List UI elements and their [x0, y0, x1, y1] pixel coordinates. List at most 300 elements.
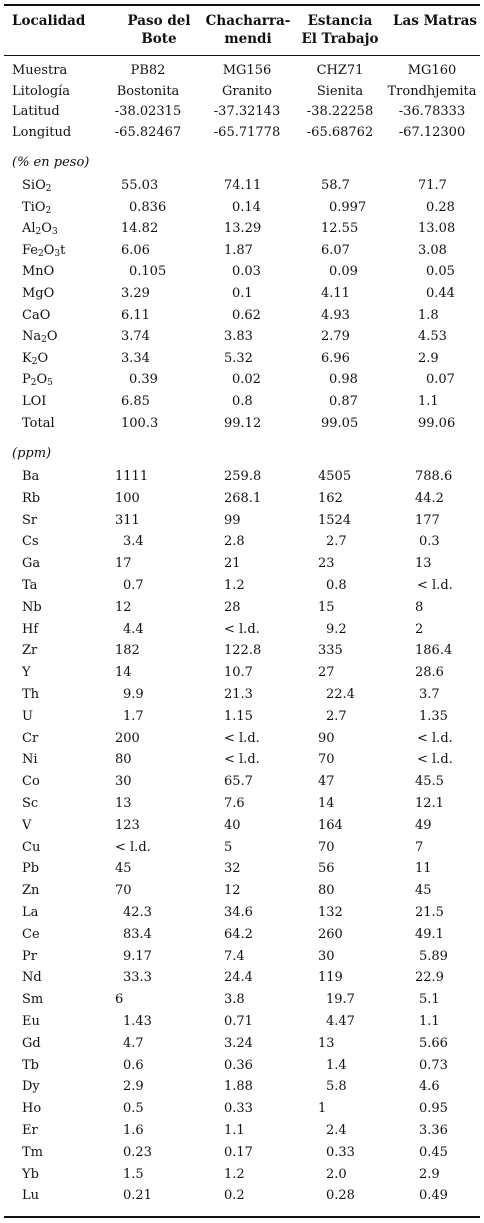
cell-4: < l.d.	[417, 752, 453, 768]
cell-4: 44.2	[415, 490, 444, 506]
header-las-matras: Las Matras	[393, 13, 477, 29]
table-row-total	[0, 413, 484, 435]
row-label: Ce	[22, 926, 40, 942]
cell-2: 12	[224, 883, 241, 899]
cell-4: 13	[415, 556, 432, 572]
cell-3: 27	[318, 665, 335, 681]
row-label: Pb	[22, 861, 40, 877]
cell-1: 14.82	[121, 221, 159, 237]
cell-2: 0.02	[232, 372, 261, 388]
section-label-major: (% en peso)	[12, 155, 90, 170]
cell-2: < l.d.	[224, 621, 260, 637]
cell-1: < l.d.	[115, 839, 151, 855]
cell-1: 4.7	[123, 1035, 144, 1051]
cell-4: 1.1	[419, 1014, 440, 1029]
table-row-cr	[0, 728, 484, 750]
cell-4: -36.78333	[398, 104, 466, 119]
header-localidad: Localidad	[12, 13, 86, 29]
cell-4: 2	[415, 621, 424, 637]
row-label: Ni	[22, 752, 38, 768]
cell-3: 15	[318, 599, 335, 615]
cell-4: 71.7	[418, 178, 447, 193]
cell-1: 3.34	[121, 350, 150, 366]
cell-3: 2.7	[326, 534, 347, 550]
table-row-er	[0, 1120, 484, 1142]
cell-2: 1.1	[224, 1123, 245, 1138]
table-row-nd	[0, 967, 484, 989]
row-label: $Na_2O$	[22, 329, 58, 346]
cell-3: 4.47	[326, 1014, 355, 1029]
cell-3: 47	[318, 774, 335, 790]
cell-4: 0.44	[426, 286, 455, 301]
cell-3: 80	[318, 883, 335, 899]
table-row-v	[0, 815, 484, 837]
cell-2: 1.87	[224, 242, 253, 258]
row-label: Sm	[22, 992, 44, 1008]
cell-1: 4.4	[123, 621, 144, 637]
row-label: Cs	[22, 534, 39, 550]
cell-2: 122.8	[224, 643, 262, 659]
cell-3: 5.8	[326, 1079, 347, 1095]
cell-2: 0.2	[224, 1188, 245, 1204]
row-label: Total	[22, 415, 55, 431]
cell-2: 99	[224, 512, 241, 528]
cell-1: 70	[115, 883, 132, 899]
cell-3: 70	[318, 839, 335, 855]
row-label: CaO	[22, 307, 51, 323]
table-row-zn	[0, 880, 484, 902]
cell-1: 100	[115, 490, 140, 506]
cell-2: 40	[224, 817, 241, 833]
cell-3: 164	[318, 817, 343, 833]
cell-4: Trondhjemita	[387, 83, 477, 99]
table-row-ga	[0, 553, 484, 575]
row-label: Sc	[22, 796, 39, 811]
cell-2: 0.8	[232, 394, 253, 409]
row-label: Er	[22, 1123, 38, 1138]
cell-2: 34.6	[224, 905, 253, 920]
cell-2: 259.8	[224, 469, 262, 484]
header-rule	[4, 55, 480, 56]
row-label: SiO$_2$	[22, 178, 52, 194]
cell-1: 200	[115, 730, 140, 746]
table-row-mno	[0, 261, 484, 283]
cell-4: 0.49	[419, 1188, 448, 1204]
row-label: Eu	[22, 1014, 40, 1029]
cell-3: 0.997	[329, 199, 367, 215]
table-row-fe2o3t	[0, 240, 484, 262]
table-row-nb	[0, 597, 484, 619]
cell-3: 70	[318, 752, 335, 768]
cell-4: 5.1	[419, 992, 440, 1008]
cell-3: 260	[318, 926, 343, 942]
cell-4: 5.66	[419, 1035, 448, 1051]
table-row-u	[0, 706, 484, 728]
cell-4: 4.53	[418, 329, 447, 345]
row-label: Litología	[12, 83, 71, 99]
cell-4: -67.12300	[398, 124, 466, 140]
cell-2: 32	[224, 861, 241, 877]
cell-4: < l.d.	[417, 578, 453, 593]
row-label: Ga	[22, 556, 41, 572]
cell-1: 1.7	[123, 708, 144, 724]
cell-4: 12.1	[415, 796, 444, 811]
cell-1: 12	[115, 599, 132, 615]
cell-1: 45	[115, 861, 132, 877]
cell-1: 1.6	[123, 1123, 144, 1138]
cell-4: 5.89	[419, 948, 448, 964]
cell-4: 186.4	[415, 643, 453, 659]
table-row-cao	[0, 305, 484, 327]
cell-4: 2.9	[418, 350, 439, 366]
cell-3: 90	[318, 730, 335, 746]
cell-1: 182	[115, 643, 140, 659]
cell-2: 268.1	[224, 490, 262, 506]
row-label: Nd	[22, 970, 42, 986]
cell-1: 1.5	[123, 1166, 144, 1182]
cell-2: Granito	[222, 83, 272, 99]
table-row-k2o	[0, 348, 484, 370]
header-chacharramendi: Chacharra- mendi	[205, 13, 291, 47]
cell-3: 99.05	[321, 415, 359, 431]
table-row-co	[0, 771, 484, 793]
row-label: Nb	[22, 599, 42, 615]
cell-3: 30	[318, 948, 335, 964]
row-label: V	[22, 817, 32, 833]
cell-4: 45	[415, 883, 432, 899]
cell-4: 22.9	[415, 970, 444, 986]
cell-3: 0.28	[326, 1188, 355, 1204]
cell-4: 0.45	[419, 1144, 448, 1160]
cell-4: 1.8	[418, 307, 439, 323]
header-estancia-el-trabajo: Estancia El Trabajo	[301, 13, 379, 47]
cell-2: 21.3	[224, 687, 253, 702]
cell-3: -65.68762	[306, 124, 374, 140]
cell-1: 6	[115, 992, 124, 1008]
cell-1: 0.5	[123, 1101, 144, 1117]
row-label: U	[22, 708, 33, 724]
cell-1: 3.4	[123, 534, 144, 550]
section-label-trace: (ppm)	[12, 446, 52, 461]
row-label: $K_2O$	[22, 350, 49, 367]
table-row-tio2	[0, 197, 484, 219]
cell-3: 4.93	[321, 307, 350, 323]
cell-3: 1	[318, 1101, 327, 1117]
cell-1: PB82	[130, 63, 166, 78]
cell-1: -65.82467	[114, 124, 182, 140]
cell-3: 13	[318, 1035, 335, 1051]
cell-1: 100.3	[121, 415, 159, 431]
cell-4: 49	[415, 817, 432, 833]
cell-1: 80	[115, 752, 132, 768]
cell-2: 7.6	[224, 796, 245, 811]
cell-1: 6.85	[121, 394, 150, 409]
cell-2: 10.7	[224, 665, 253, 681]
row-label: La	[22, 905, 39, 920]
table-row-th	[0, 684, 484, 706]
cell-2: 1.2	[224, 1166, 245, 1182]
row-label: Zn	[22, 883, 40, 899]
cell-1: 14	[115, 665, 132, 681]
table-row-cs	[0, 531, 484, 553]
cell-4: 21.5	[415, 905, 444, 920]
cell-4: 1.35	[419, 708, 448, 724]
table-row-sc	[0, 793, 484, 815]
row-label: Muestra	[12, 63, 68, 78]
cell-2: 24.4	[224, 970, 253, 986]
cell-3: 0.09	[329, 264, 358, 280]
cell-4: 99.06	[418, 415, 456, 431]
row-label: Ho	[22, 1101, 42, 1117]
cell-1: 83.4	[123, 926, 152, 942]
cell-2: 3.8	[224, 992, 245, 1008]
bottom-rule	[4, 1216, 480, 1218]
row-label: Tb	[22, 1057, 39, 1073]
table-row-ni	[0, 749, 484, 771]
cell-1: -38.02315	[114, 104, 182, 119]
cell-4: 0.07	[426, 372, 455, 388]
row-label: Sr	[22, 512, 38, 528]
cell-2: 0.36	[224, 1057, 253, 1073]
cell-2: 5	[224, 839, 233, 855]
cell-3: 132	[318, 905, 343, 920]
row-label: Dy	[22, 1079, 40, 1095]
cell-1: 3.74	[121, 329, 150, 345]
cell-3: 2.79	[321, 329, 350, 345]
cell-3: 12.55	[321, 221, 359, 237]
cell-3: 2.0	[326, 1166, 347, 1182]
cell-3: 335	[318, 643, 343, 659]
cell-3: 14	[318, 796, 335, 811]
top-rule	[4, 4, 480, 6]
cell-4: 0.73	[419, 1057, 448, 1073]
table-row-loi	[0, 391, 484, 413]
cell-4: 3.36	[419, 1123, 448, 1138]
cell-4: 7	[415, 839, 424, 855]
table-row-sr	[0, 510, 484, 532]
cell-2: 5.32	[224, 350, 253, 366]
cell-1: 0.836	[129, 199, 167, 215]
cell-4: 11	[415, 861, 432, 877]
cell-1: 42.3	[123, 905, 152, 920]
table-row-muestra	[0, 60, 484, 82]
table-row-pb	[0, 858, 484, 880]
cell-3: 1.4	[326, 1057, 347, 1073]
table-row-eu	[0, 1011, 484, 1033]
row-label: Rb	[22, 490, 41, 506]
cell-4: 13.08	[418, 221, 456, 237]
cell-2: 0.1	[232, 286, 253, 301]
table-row-ta	[0, 575, 484, 597]
table-row-cu	[0, 837, 484, 859]
table-row-p2o5	[0, 369, 484, 391]
cell-2: 1.88	[224, 1079, 253, 1095]
cell-2: MG156	[222, 63, 272, 78]
cell-2: 0.17	[224, 1144, 253, 1160]
row-label: $Fe_2O_3t$	[22, 242, 66, 259]
cell-3: 2.7	[326, 708, 347, 724]
table-row-na2o	[0, 326, 484, 348]
table-row-la	[0, 902, 484, 924]
cell-2: 0.71	[224, 1014, 253, 1029]
row-label: Cr	[22, 730, 39, 746]
cell-3: 162	[318, 490, 343, 506]
cell-2: 7.4	[224, 948, 245, 964]
cell-2: 13.29	[224, 221, 262, 237]
row-label: Y	[22, 665, 31, 681]
cell-3: 56	[318, 861, 335, 877]
cell-4: 0.05	[426, 264, 455, 280]
row-label: Hf	[22, 621, 39, 637]
cell-1: 2.9	[123, 1079, 144, 1095]
cell-3: -38.22258	[306, 104, 374, 119]
cell-1: 6.11	[121, 307, 150, 323]
cell-4: 1.1	[418, 394, 439, 409]
table-row-rb	[0, 488, 484, 510]
table-row-yb	[0, 1164, 484, 1186]
cell-1: 0.39	[129, 372, 158, 388]
cell-2: -65.71778	[213, 124, 281, 140]
cell-4: 8	[415, 599, 424, 615]
cell-2: 74.11	[224, 178, 262, 193]
cell-3: 0.87	[329, 394, 358, 409]
row-label: Gd	[22, 1035, 41, 1051]
cell-2: 65.7	[224, 774, 253, 790]
cell-3: 6.96	[321, 350, 350, 366]
cell-2: 0.33	[224, 1101, 253, 1117]
cell-1: 1.43	[123, 1014, 152, 1029]
cell-1: 311	[115, 512, 140, 528]
cell-2: 1.15	[224, 708, 253, 724]
cell-3: 6.07	[321, 242, 350, 258]
cell-3: 4505	[318, 469, 352, 484]
cell-3: Sienita	[316, 83, 364, 99]
cell-4: 0.3	[419, 534, 440, 550]
cell-1: 3.29	[121, 286, 150, 301]
cell-3: 119	[318, 970, 343, 986]
cell-4: 3.7	[419, 687, 440, 702]
cell-3: CHZ71	[316, 63, 364, 78]
table-row-tm	[0, 1142, 484, 1164]
table-row-ce	[0, 924, 484, 946]
cell-3: 9.2	[326, 621, 347, 637]
cell-2: 2.8	[224, 534, 245, 550]
row-label: $Al_2O_3$	[22, 221, 58, 238]
table-row-sio2	[0, 175, 484, 197]
cell-1: 6.06	[121, 242, 150, 258]
cell-1: 9.17	[123, 948, 152, 964]
cell-1: 0.105	[129, 264, 167, 280]
table-row-mgo	[0, 283, 484, 305]
row-label: LOI	[22, 394, 47, 409]
cell-4: 28.6	[415, 665, 444, 681]
cell-2: 28	[224, 599, 241, 615]
cell-4: 788.6	[415, 469, 453, 484]
cell-1: 0.6	[123, 1057, 144, 1073]
cell-1: 1111	[115, 469, 149, 484]
row-label: Ta	[22, 578, 38, 593]
table-row-al2o3	[0, 218, 484, 240]
cell-4: 3.08	[418, 242, 447, 258]
cell-4: 45.5	[415, 774, 444, 790]
row-label: Longitud	[12, 124, 72, 140]
row-label: Latitud	[12, 104, 60, 119]
row-label: Pr	[22, 948, 37, 964]
cell-4: 4.6	[419, 1079, 440, 1095]
table-row-sm	[0, 989, 484, 1011]
cell-2: -37.32143	[213, 104, 281, 119]
cell-1: 30	[115, 774, 132, 790]
cell-1: 9.9	[123, 687, 144, 702]
table-row-gd	[0, 1033, 484, 1055]
row-label: Co	[22, 774, 40, 790]
cell-1: 55.03	[121, 178, 159, 193]
cell-1: 17	[115, 556, 132, 572]
cell-1: 13	[115, 796, 132, 811]
table-row-pr	[0, 946, 484, 968]
cell-4: 177	[415, 512, 440, 528]
row-label: Ba	[22, 469, 40, 484]
cell-2: 3.83	[224, 329, 253, 345]
row-label: TiO$_2$	[22, 199, 52, 216]
cell-1: 33.3	[123, 970, 152, 986]
cell-4: 0.95	[419, 1101, 448, 1117]
cell-1: Bostonita	[116, 83, 180, 99]
row-label: Zr	[22, 643, 38, 659]
cell-3: 19.7	[326, 992, 355, 1008]
cell-2: 3.24	[224, 1035, 253, 1051]
cell-1: 0.21	[123, 1188, 152, 1204]
cell-3: 4.11	[321, 286, 350, 301]
cell-1: 0.7	[123, 578, 144, 593]
cell-4: 2.9	[419, 1166, 440, 1182]
cell-3: 0.33	[326, 1144, 355, 1160]
table-row-hf	[0, 619, 484, 641]
row-label: Cu	[22, 839, 41, 855]
cell-4: < l.d.	[417, 730, 453, 746]
table-row-litolog-a	[0, 81, 484, 103]
table-row-lu	[0, 1185, 484, 1207]
cell-2: 1.2	[224, 578, 245, 593]
cell-3: 58.7	[321, 178, 350, 193]
row-label: $P_2O_5$	[22, 372, 53, 389]
cell-4: 0.28	[426, 199, 455, 215]
row-label: Tm	[22, 1144, 43, 1160]
cell-2: < l.d.	[224, 730, 260, 746]
table-row-zr	[0, 640, 484, 662]
table-row-longitud	[0, 122, 484, 144]
table-row-ba	[0, 466, 484, 488]
row-label: MgO	[22, 286, 55, 301]
table-row-dy	[0, 1076, 484, 1098]
row-label: MnO	[22, 264, 55, 280]
row-label: Th	[22, 687, 40, 702]
cell-2: < l.d.	[224, 752, 260, 768]
table-row-y	[0, 662, 484, 684]
cell-3: 2.4	[326, 1123, 347, 1138]
cell-1: 123	[115, 817, 140, 833]
cell-4: 49.1	[415, 926, 444, 942]
cell-3: 0.98	[329, 372, 358, 388]
cell-3: 22.4	[326, 687, 355, 702]
cell-3: 23	[318, 556, 335, 572]
cell-3: 0.8	[326, 578, 347, 593]
table-row-tb	[0, 1055, 484, 1077]
cell-2: 0.14	[232, 199, 261, 215]
cell-3: 1524	[318, 512, 352, 528]
table-row-latitud	[0, 101, 484, 123]
cell-2: 0.62	[232, 307, 261, 323]
